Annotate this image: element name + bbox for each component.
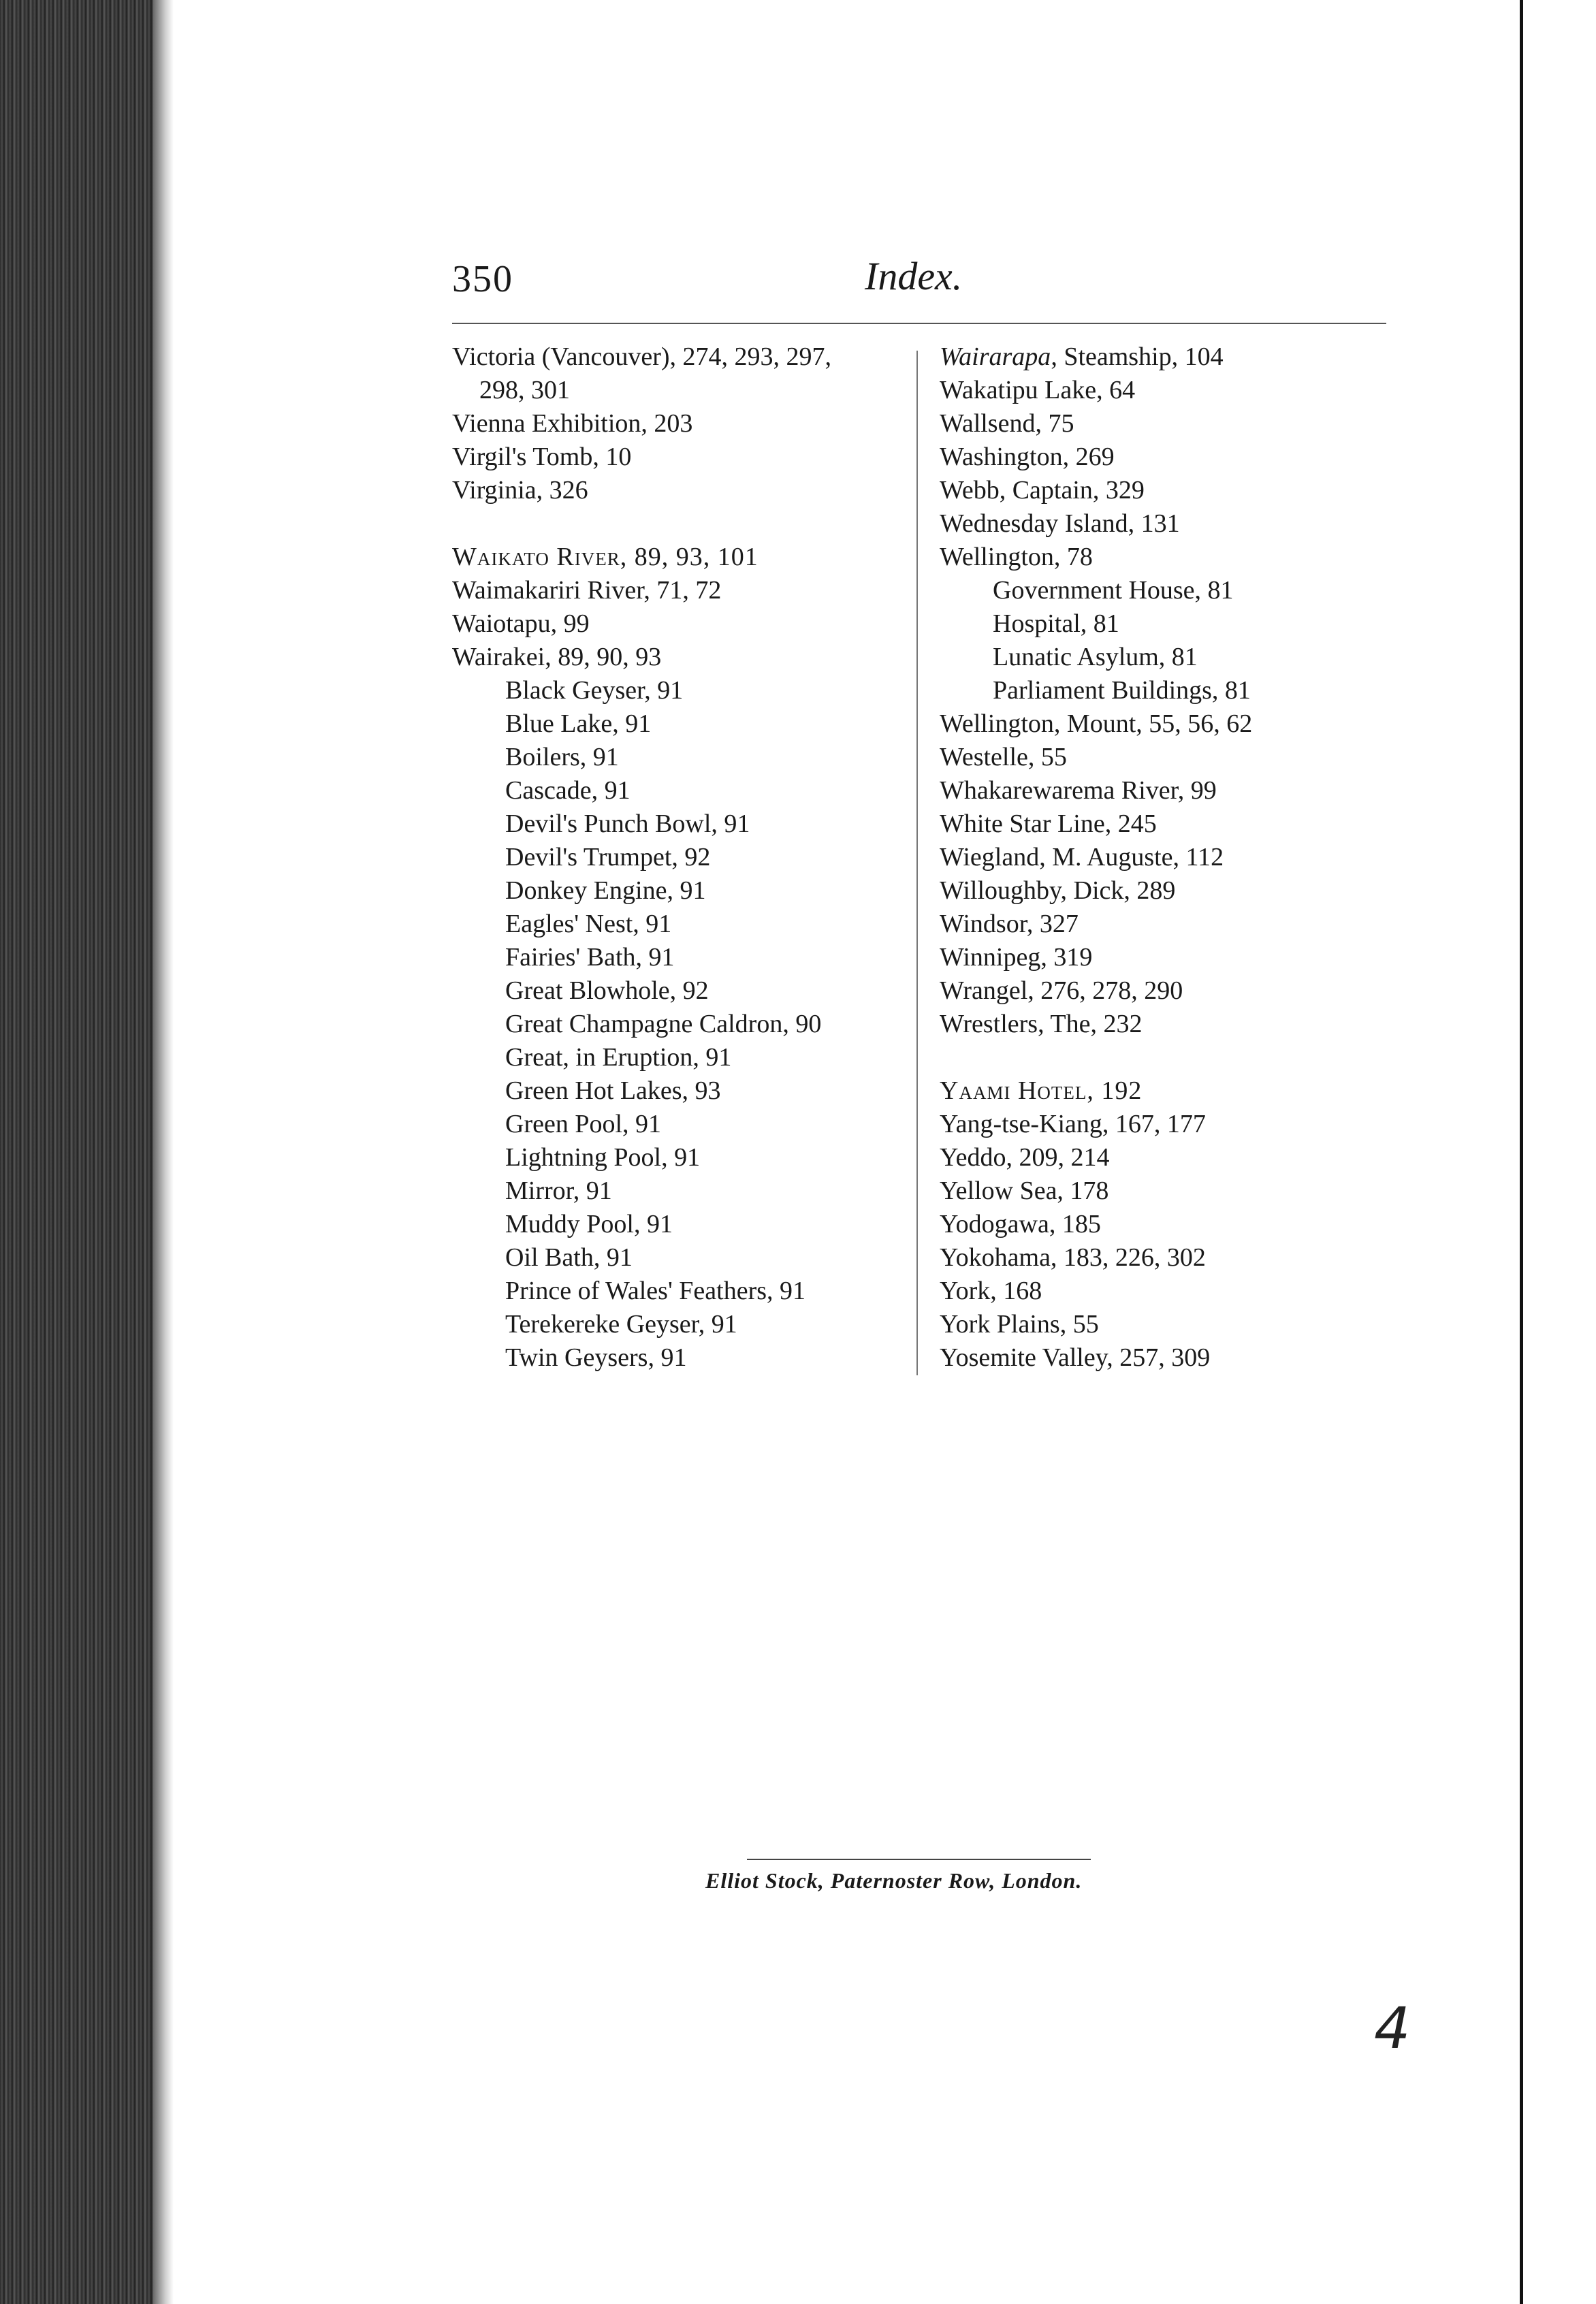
index-entry: Wrestlers, The, 232	[940, 1010, 1143, 1038]
index-entry: Yang-tse-Kiang, 167, 177	[940, 1110, 1206, 1138]
index-entry: Washington, 269	[940, 443, 1115, 471]
index-entry-rest: , Steamship, 104	[1051, 342, 1224, 371]
running-title: Index.	[865, 254, 963, 298]
index-subentry: Hospital, 81	[993, 609, 1119, 638]
index-subentry: Oil Bath, 91	[505, 1243, 633, 1272]
index-entry: Virgil's Tomb, 10	[452, 443, 632, 471]
index-subentry: Boilers, 91	[505, 743, 619, 771]
index-subentry: Muddy Pool, 91	[505, 1210, 673, 1238]
index-subentry: Fairies' Bath, 91	[505, 943, 675, 972]
index-entry: Westelle, 55	[940, 743, 1067, 771]
index-entry: Wakatipu Lake, 64	[940, 376, 1136, 404]
index-entry: Yellow Sea, 178	[940, 1177, 1109, 1205]
index-subentry: Green Hot Lakes, 93	[505, 1076, 721, 1105]
index-entry: Webb, Captain, 329	[940, 476, 1145, 505]
binding-shadow	[153, 0, 174, 2304]
index-entry: Waimakariri River, 71, 72	[452, 576, 722, 605]
index-right-column	[940, 340, 1375, 1375]
index-entry: Yodogawa, 185	[940, 1210, 1101, 1238]
index-subentry: Terekereke Geyser, 91	[505, 1310, 737, 1339]
index-entry: Waikato River, 89, 93, 101	[452, 543, 759, 571]
index-entry: Willoughby, Dick, 289	[940, 876, 1176, 905]
index-entry: White Star Line, 245	[940, 810, 1157, 838]
index-subentry: Lunatic Asylum, 81	[993, 643, 1198, 671]
index-entry: Wallsend, 75	[940, 409, 1074, 438]
index-subentry: Prince of Wales' Feathers, 91	[505, 1277, 806, 1305]
index-entry: Yokohama, 183, 226, 302	[940, 1243, 1206, 1272]
index-entry: York, 168	[940, 1277, 1042, 1305]
index-gap	[452, 507, 915, 541]
index-subentry: Devil's Trumpet, 92	[505, 843, 711, 871]
index-left-column	[452, 340, 915, 1375]
index-entry: Victoria (Vancouver), 274, 293, 297,	[452, 342, 832, 371]
index-entry: Wednesday Island, 131	[940, 509, 1180, 538]
book-binding-edge	[0, 0, 153, 2304]
index-subentry: Green Pool, 91	[505, 1110, 662, 1138]
index-entry: Winnipeg, 319	[940, 943, 1093, 972]
index-subentry: Government House, 81	[993, 576, 1234, 605]
index-entry: Yosemite Valley, 257, 309	[940, 1343, 1211, 1372]
index-subentry: Lightning Pool, 91	[505, 1143, 701, 1172]
index-entry	[940, 340, 1375, 374]
index-gap	[940, 1041, 1375, 1074]
index-subentry: Black Geyser, 91	[505, 676, 684, 705]
publisher-imprint: Elliot Stock, Paternoster Row, London.	[705, 1868, 1083, 1893]
index-entry: Yeddo, 209, 214	[940, 1143, 1110, 1172]
imprint-rule	[747, 1859, 1091, 1860]
index-entry: Wellington, Mount, 55, 56, 62	[940, 709, 1253, 738]
index-subentry: Devil's Punch Bowl, 91	[505, 810, 750, 838]
page-number: 350	[452, 258, 513, 300]
index-subentry: Great, in Eruption, 91	[505, 1043, 732, 1072]
index-entry: 298, 301	[479, 376, 570, 404]
index-entry: Wrangel, 276, 278, 290	[940, 976, 1183, 1005]
index-entry: Wairakei, 89, 90, 93	[452, 643, 662, 671]
column-divider	[916, 351, 918, 1375]
index-entry: York Plains, 55	[940, 1310, 1099, 1339]
index-subentry: Donkey Engine, 91	[505, 876, 706, 905]
handwritten-mark: 4	[1374, 1995, 1411, 2062]
index-entry: Wellington, 78	[940, 543, 1093, 571]
index-entry: Whakarewarema River, 99	[940, 776, 1217, 805]
index-subentry: Mirror, 91	[505, 1177, 612, 1205]
index-entry: Windsor, 327	[940, 910, 1079, 938]
index-subentry: Cascade, 91	[505, 776, 631, 805]
index-entry: Waiotapu, 99	[452, 609, 590, 638]
index-entry-italic-lead: Wairarapa	[940, 342, 1051, 371]
index-entry: Yaami Hotel, 192	[940, 1076, 1143, 1105]
index-subentry: Parliament Buildings, 81	[993, 676, 1251, 705]
index-subentry: Blue Lake, 91	[505, 709, 652, 738]
index-subentry: Eagles' Nest, 91	[505, 910, 672, 938]
page-right-edge	[1520, 0, 1596, 2304]
index-subentry: Great Blowhole, 92	[505, 976, 709, 1005]
index-entry: Virginia, 326	[452, 476, 588, 505]
index-subentry: Great Champagne Caldron, 90	[505, 1010, 822, 1038]
index-entry: Wiegland, M. Auguste, 112	[940, 843, 1224, 871]
header-rule	[452, 323, 1386, 324]
index-subentry: Twin Geysers, 91	[505, 1343, 687, 1372]
index-entry: Vienna Exhibition, 203	[452, 409, 693, 438]
